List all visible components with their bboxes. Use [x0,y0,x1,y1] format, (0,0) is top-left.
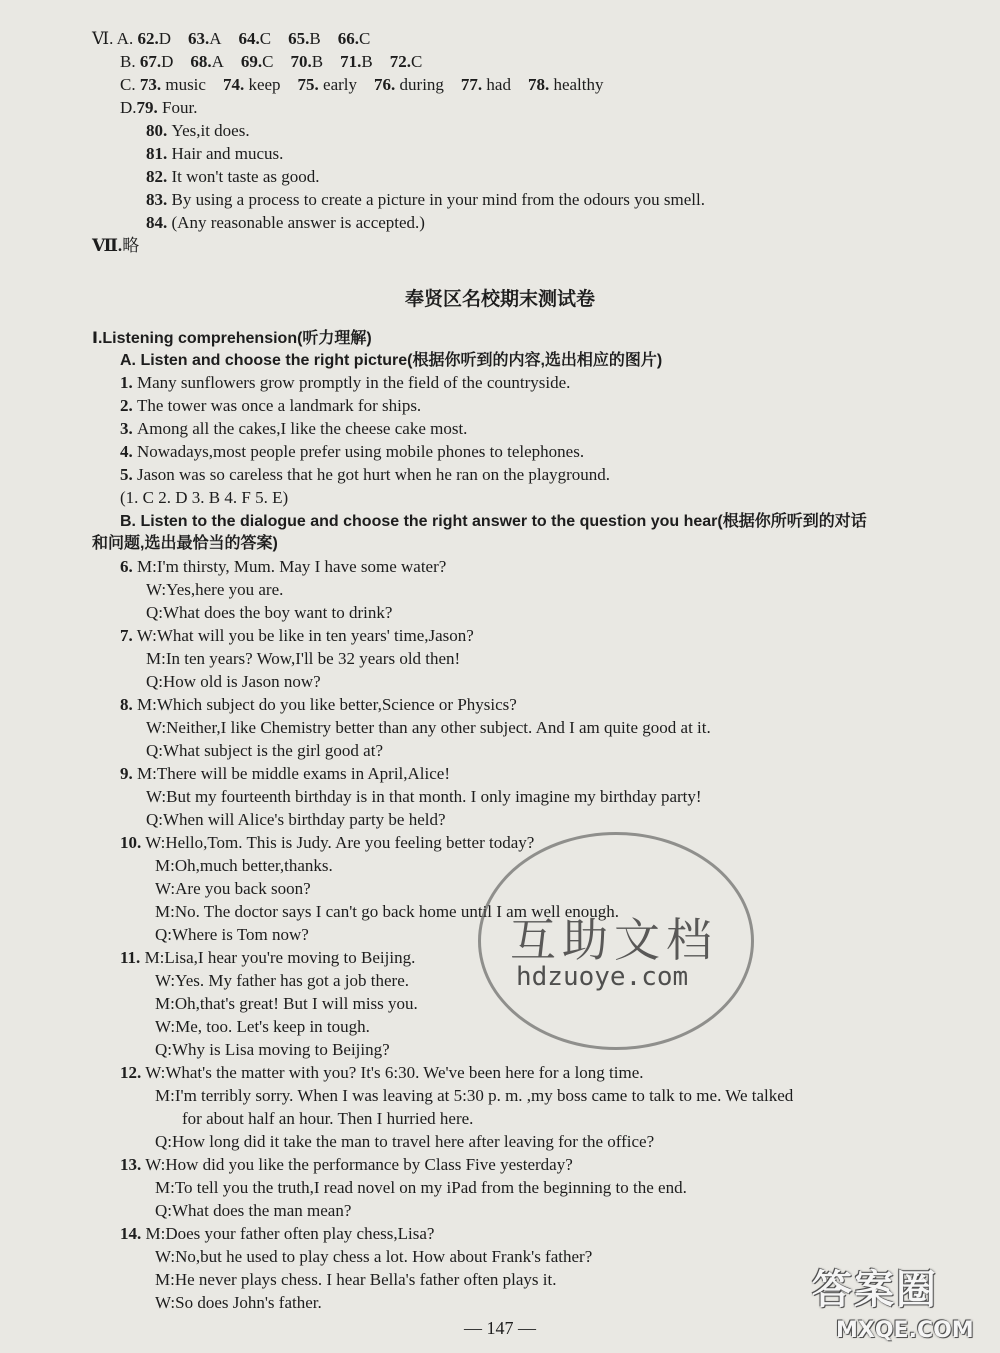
answer-val: A [211,52,224,71]
dialogue-num: 14. [120,1224,142,1243]
dialogue-text: W:Hello,Tom. This is Judy. Are you feeling better today? [145,833,535,852]
dialogue-text: Q:Where is Tom now? [155,925,309,944]
answer-val: keep [248,75,281,94]
dialogue-text: M:Does your father often play chess,Lisa? [145,1224,435,1243]
dialogue-line [146,786,702,808]
a-item [120,441,584,463]
dialogue-line [155,1200,351,1222]
section-vi-label: Ⅵ. [92,29,114,48]
dialogue-line [146,740,383,762]
dialogue-line [155,1085,793,1107]
dialogue-text: W:But my fourteenth birthday is in that month. I only imagine my birthday party! [146,787,702,806]
item-text: Among all the cakes,I like the cheese cake most. [137,419,468,438]
vi-row-d-item [146,189,705,211]
answer-val: By using a process to create a picture in your mind from the odours you smell. [171,190,705,209]
part1-b-heading: B. Listen to the dialogue and choose the right answer to the question you hear(根据你所听到的对话 [120,513,867,530]
answer-val: C [358,29,371,48]
answer-num: 84. [146,213,168,232]
answer-val: healthy [553,75,604,94]
a-item [120,418,467,440]
dialogue-num: 6. [120,557,133,576]
answer-val: C [262,52,274,71]
dialogue-text: for about half an hour. Then I hurried here. [182,1109,474,1128]
answer-num: 78. [527,75,550,94]
answer-num: 63. [187,29,210,48]
dialogue-line [155,878,311,900]
item-num: 3. [120,419,133,438]
dialogue-text: M:There will be middle exams in April,Alice! [137,764,451,783]
dialogue-text: M:I'm thirsty, Mum. May I have some water? [137,557,447,576]
dialogue-text: M:Which subject do you like better,Science or Physics? [137,695,517,714]
answer-num: 67. [139,52,162,71]
dialogue-text: W:Are you back soon? [155,879,311,898]
dialogue-line [155,970,409,992]
answer-num: 74. [222,75,245,94]
watermark-text: 互助文档 [510,913,718,967]
dialogue-num: 11. [120,948,141,967]
answer-val: Four. [162,98,198,117]
item-text: The tower was once a landmark for ships. [137,396,422,415]
answer-num: 69. [240,52,263,71]
answer-val: Yes,it does. [171,121,250,140]
answer-val: music [165,75,206,94]
dialogue-line [155,1246,592,1268]
dialogue-num: 10. [120,833,142,852]
dialogue-line [155,1016,370,1038]
dialogue-line [155,924,309,946]
dialogue-text: W:So does John's father. [155,1293,322,1312]
answer-num: 81. [146,144,168,163]
dialogue-line [155,1269,556,1291]
dialogue-line [182,1108,473,1130]
answer-num: 73. [139,75,162,94]
vi-row-d-item [146,212,425,234]
answer-val: C [259,29,272,48]
vi-row-d [120,97,197,119]
dialogue-num: 7. [120,626,133,645]
dialogue-text: M:I'm terribly sorry. When I was leaving at 5:30 p. m. ,my boss came to talk to me. We talked [155,1086,794,1105]
dialogue-num: 9. [120,764,133,783]
dialogue-text: Q:How old is Jason now? [146,672,321,691]
answer-val: B [361,52,373,71]
dialogue-text: Q:What subject is the girl good at? [146,741,383,760]
row-prefix: B. [120,52,136,71]
dialogue-line [146,648,460,670]
answer-num: 68. [190,52,212,71]
page-number: — 147 — [464,1318,536,1338]
dialogue-line [120,1154,573,1176]
part1-title: Listening comprehension(听力理解) [102,330,372,347]
answer-num: 83. [146,190,168,209]
dialogue-line [155,1039,390,1061]
dialogue-text: M:No. The doctor says I can't go back home until I am well enough. [155,902,620,921]
dialogue-num: 8. [120,695,133,714]
vi-row-a [92,28,370,50]
answer-val: (Any reasonable answer is accepted.) [171,213,425,232]
dialogue-num: 12. [120,1063,142,1082]
dialogue-text: Q:When will Alice's birthday party be held? [146,810,446,829]
part1-a-heading: A. Listen and choose the right picture(根据你听到的内容,选出相应的图片) [120,352,663,369]
dialogue-num: 13. [120,1155,142,1174]
dialogue-text: Q:How long did it take the man to travel here after leaving for the office? [155,1132,655,1151]
dialogue-line [155,1177,687,1199]
item-num: 1. [120,373,133,392]
answer-num: 82. [146,167,168,186]
corner-logo-text: 答案圈 [812,1267,938,1313]
answer-num: 79. [136,98,158,117]
answer-num: 75. [297,75,319,94]
item-text: Nowadays,most people prefer using mobile phones to telephones. [137,442,585,461]
answer-val: had [486,75,511,94]
part1-label: Ⅰ. [92,330,103,347]
dialogue-text: Q:What does the man mean? [155,1201,352,1220]
answer-val: D [161,52,174,71]
answer-num: 62. [137,29,159,48]
dialogue-line [155,993,418,1015]
section-vii [92,235,139,257]
part1-b-heading-cont: 和问题,选出最恰当的答案) [92,535,278,552]
item-num: 2. [120,396,133,415]
dialogue-line [146,671,321,693]
a-item [120,464,610,486]
dialogue-line [146,602,392,624]
dialogue-text: Q:Why is Lisa moving to Beijing? [155,1040,390,1059]
dialogue-text: W:How did you like the performance by Class Five yesterday? [145,1155,573,1174]
dialogue-text: W:No,but he used to play chess a lot. How about Frank's father? [155,1247,593,1266]
answer-num: 72. [389,52,411,71]
vi-row-c [120,74,604,96]
item-text: Jason was so careless that he got hurt when he ran on the playground. [137,465,611,484]
watermark-url: hdzuoye.com [516,962,689,992]
answer-num: 80. [146,121,168,140]
row-prefix: C. [120,75,136,94]
vi-row-b [120,51,422,73]
a-item [120,395,421,417]
section-vii-text: 略 [122,236,140,255]
dialogue-line [120,763,450,785]
dialogue-text: W:Me, too. Let's keep in tough. [155,1017,370,1036]
row-prefix: A. [116,29,134,48]
dialogue-line [120,556,446,578]
answer-num: 64. [238,29,260,48]
dialogue-line [155,855,333,877]
dialogue-text: W:What will you be like in ten years' time,Jason? [136,626,474,645]
dialogue-text: M:He never plays chess. I hear Bella's father often plays it. [155,1270,557,1289]
answer-val: Hair and mucus. [171,144,284,163]
answer-num: 71. [340,52,362,71]
dialogue-text: M:Oh,much better,thanks. [155,856,333,875]
answer-val: B [311,52,324,71]
dialogue-line [120,832,534,854]
dialogue-text: M:Lisa,I hear you're moving to Beijing. [144,948,416,967]
dialogue-line [120,694,517,716]
answer-val: B [309,29,321,48]
dialogue-line [146,809,446,831]
answer-num: 76. [374,75,396,94]
item-text: Many sunflowers grow promptly in the field of the countryside. [137,373,571,392]
dialogue-text: M:Oh,that's great! But I will miss you. [155,994,418,1013]
section-vii-label: Ⅶ. [92,236,123,255]
dialogue-text: Q:What does the boy want to drink? [146,603,393,622]
item-num: 4. [120,442,133,461]
dialogue-text: M:To tell you the truth,I read novel on my iPad from the beginning to the end. [155,1178,687,1197]
vi-row-d-item [146,143,283,165]
dialogue-line [155,1131,654,1153]
a-answers: (1. C 2. D 3. B 4. F 5. E) [120,488,289,507]
vi-row-d-item [146,166,320,188]
answer-num: 77. [460,75,483,94]
answer-val: early [323,75,358,94]
answer-val: A [209,29,222,48]
row-prefix: D. [120,98,137,117]
dialogue-text: M:In ten years? Wow,I'll be 32 years old then! [146,649,461,668]
dialogue-line [120,1223,434,1245]
dialogue-text: W:Neither,I like Chemistry better than any other subject. And I am quite good at it. [146,718,711,737]
dialogue-text: W:Yes,here you are. [146,580,284,599]
dialogue-line [146,717,711,739]
dialogue-line [120,1062,644,1084]
answer-val: during [399,75,444,94]
answer-val: C [410,52,423,71]
answer-num: 65. [288,29,310,48]
part1-heading [92,328,372,350]
exam-title: 奉贤区名校期末测试卷 [404,288,595,310]
answer-val: It won't taste as good. [171,167,320,186]
answer-num: 70. [290,52,312,71]
a-item [120,372,570,394]
answer-num: 66. [337,29,359,48]
dialogue-line [146,579,283,601]
dialogue-text: W:Yes. My father has got a job there. [155,971,410,990]
answer-val: D [158,29,171,48]
corner-logo-url: MXQE.COM [836,1318,974,1343]
dialogue-text: W:What's the matter with you? It's 6:30. We've been here for a long time. [145,1063,644,1082]
dialogue-line [155,1292,322,1314]
dialogue-line [120,947,415,969]
dialogue-line [120,625,474,647]
vi-row-d-item [146,120,250,142]
item-num: 5. [120,465,133,484]
